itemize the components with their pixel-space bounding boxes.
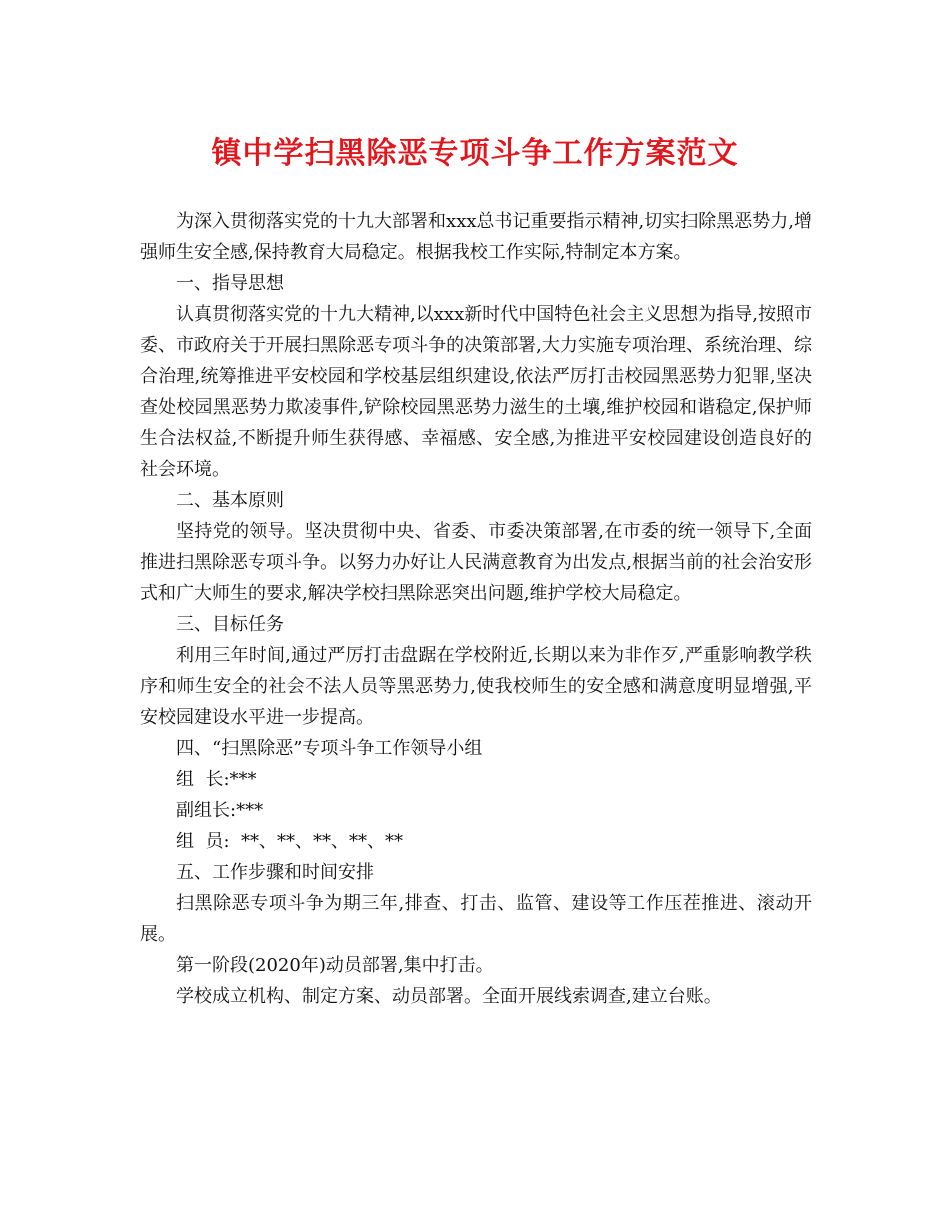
paragraph-guiding-thought: 认真贯彻落实党的十九大精神,以xxx新时代中国特色社会主义思想为指导,按照市委、市政府关于开展扫黑除恶专项斗争的决策部署,大力实施专项治理、系统治理、综合治理,统筹推进平安校园和学校基层组织建设,依法严厉打击校园黑恶势力犯罪,坚决查处校园黑恶势力欺凌事件,铲除校园黑恶势力滋生的土壤,维护校园和谐稳定,保护师生合法权益,不断提升师生获得感、幸福感、安全感,为推进平安校园建设创造良好的社会环境。 xyxy=(140,304,812,480)
document-body xyxy=(140,206,812,1012)
paragraph-goals: 利用三年时间,通过严厉打击盘踞在学校附近,长期以来为非作歹,严重影响教学秩序和师生安全的社会不法人员等黑恶势力,使我校师生的安全感和满意度明显增强,平安校园建设水平进一步提高。 xyxy=(140,645,812,728)
heading-basic-principles: 二、基本原则 xyxy=(176,490,284,511)
heading-leadership-group: 四、“扫黑除恶”专项斗争工作领导小组 xyxy=(176,738,483,759)
paragraph-phase-one: 第一阶段(2020年)动员部署,集中打击。 xyxy=(176,955,494,976)
document-title: 镇中学扫黑除恶专项斗争工作方案范文 xyxy=(211,136,739,171)
paragraph-intro: 为深入贯彻落实党的十九大部署和xxx总书记重要指示精神,切实扫除黑恶势力,增强师生安全感,保持教育大局稳定。根据我校工作实际,特制定本方案。 xyxy=(140,211,812,263)
deputy-leader-line: 副组长:*** xyxy=(176,800,264,821)
group-leader-line: 组 长:*** xyxy=(176,769,257,790)
group-members-line: 组 员: **、**、**、**、** xyxy=(176,831,403,852)
paragraph-phase-one-detail: 学校成立机构、制定方案、动员部署。全面开展线索调查,建立台账。 xyxy=(176,986,722,1007)
heading-steps-schedule: 五、工作步骤和时间安排 xyxy=(176,862,374,883)
heading-guiding-thought: 一、指导思想 xyxy=(176,273,284,294)
paragraph-basic-principles: 坚持党的领导。坚决贯彻中央、省委、市委决策部署,在市委的统一领导下,全面推进扫黑除恶专项斗争。以努力办好让人民满意教育为出发点,根据当前的社会治安形式和广大师生的要求,解决学校扫黑除恶突出问题,维护学校大局稳定。 xyxy=(140,521,812,604)
heading-goals: 三、目标任务 xyxy=(176,614,284,635)
paragraph-steps-schedule: 扫黑除恶专项斗争为期三年,排查、打击、监管、建设等工作压茬推进、滚动开展。 xyxy=(140,893,812,945)
